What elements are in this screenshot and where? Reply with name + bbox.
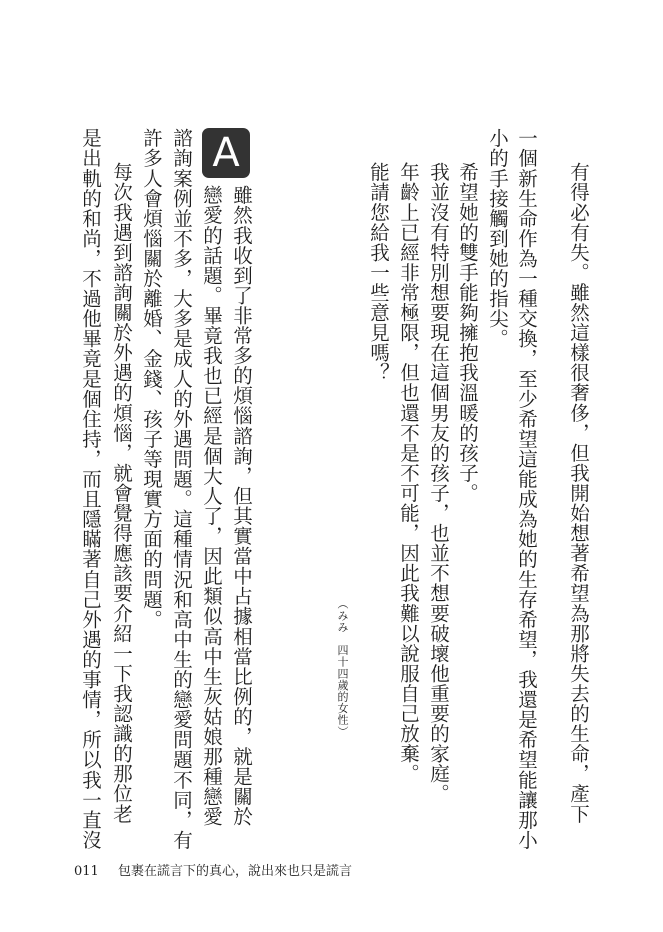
answer-line-1: 雖然我收到了非常多的煩惱諮詢，但其實當中占據相當比例的，就是關於 bbox=[230, 185, 253, 827]
question-line-2: 一個新生命作為一種交換，至少希望這能成為她的生存希望，我還是希望能讓那小 bbox=[515, 128, 538, 850]
answer-line-4: 許多人會煩惱關於離婚、金錢、孩子等現實方面的問題。 bbox=[140, 128, 163, 630]
question-line-6: 年齡上已經非常極限，但也還不是不可能，因此我難以說服自己放棄。 bbox=[397, 162, 420, 784]
question-line-5: 我並沒有特別想要現在這個男友的孩子，也並不想要破壞他重要的家庭。 bbox=[427, 162, 450, 804]
question-line-3: 小的手接觸到她的指尖。 bbox=[486, 128, 509, 349]
answer-line-2: 戀愛的話題。畢竟我也已經是個大人了，因此類似高中生灰姑娘那種戀愛 bbox=[200, 185, 223, 827]
answer-line-5: 每次我遇到諮詢關於外遇的煩惱，就會覺得應該要介紹一下我認識的那位老 bbox=[110, 162, 133, 824]
answer-line-3: 諮詢案例並不多，大多是成人的外遇問題。這種情況和高中生的戀愛問題不同，有 bbox=[170, 128, 193, 850]
answer-line-6: 是出軌的和尚，不過他畢竟是個住持，而且隱瞞著自己外遇的事情，所以我一直沒 bbox=[79, 128, 102, 850]
page-number: 011 bbox=[74, 864, 99, 879]
running-title: 包裹在謊言下的真心，說出來也只是謊言 bbox=[118, 864, 353, 879]
question-attribution: （みみ 四十四歲的女性） bbox=[336, 598, 349, 738]
question-line-4: 希望她的雙手能夠擁抱我溫暖的孩子。 bbox=[456, 162, 479, 503]
answer-badge: A bbox=[202, 128, 250, 178]
question-line-1: 有得必有失。雖然這樣很奢侈，但我開始想著希望為那將失去的生命，產下 bbox=[567, 162, 590, 824]
question-line-7: 能請您給我一些意見嗎？ bbox=[367, 162, 390, 383]
